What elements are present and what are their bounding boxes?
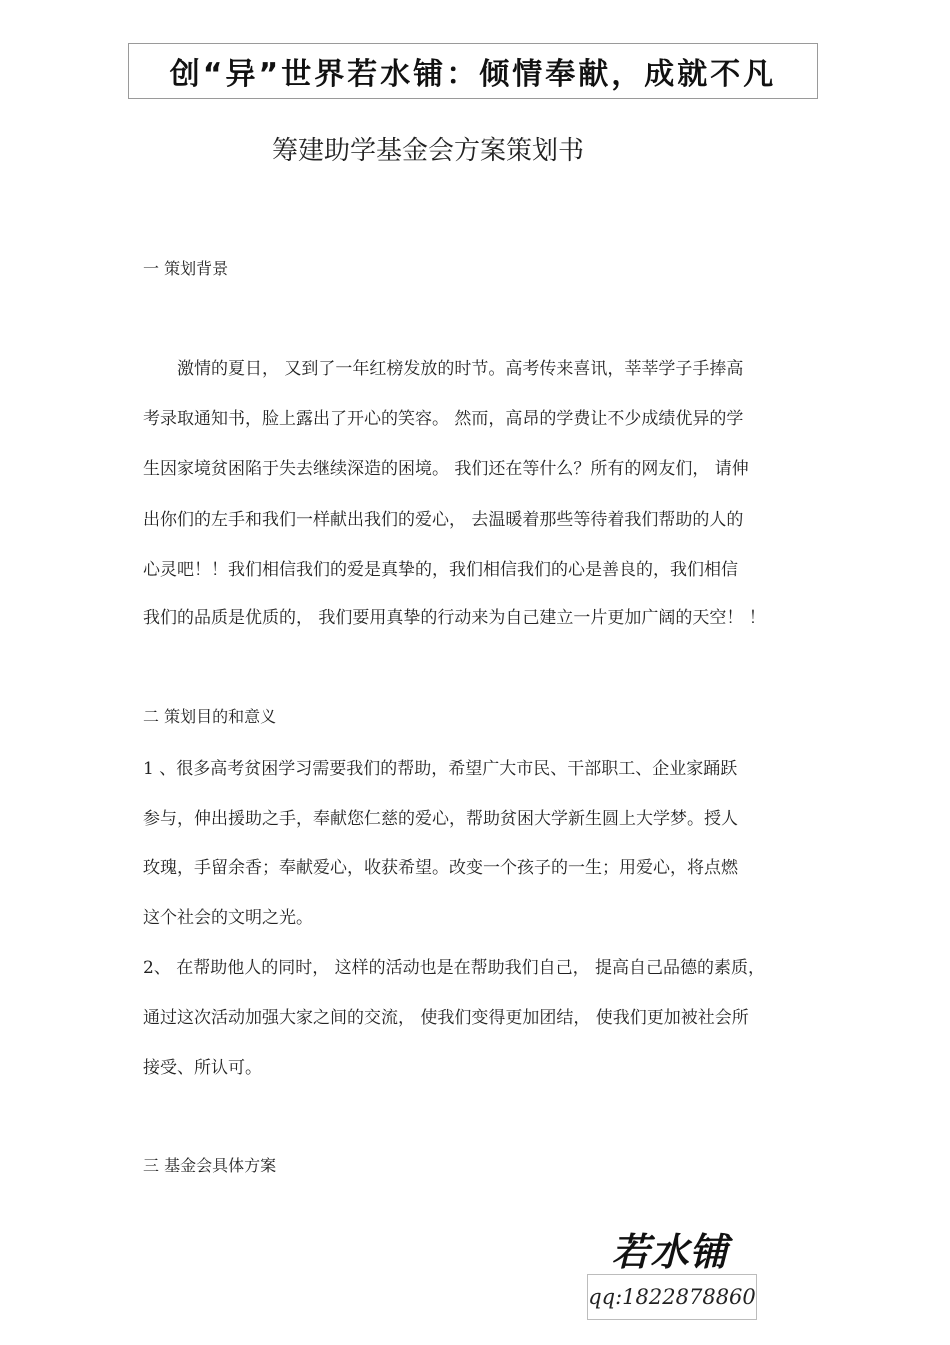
paragraph-line: 激情的夏日， 又到了一年红榜发放的时节。高考传来喜讯，莘莘学子手捧高 (143, 359, 744, 379)
paragraph-line: 考录取通知书，脸上露出了开心的笑容。 然而，高昂的学费让不少成绩优异的学 (143, 409, 744, 429)
paragraph-line: 2、 在帮助他人的同时， 这样的活动也是在帮助我们自己， 提高自己品德的素质， (143, 958, 766, 978)
paragraph-line: 1 、很多高考贫困学习需要我们的帮助，希望广大市民、干部职工、企业家踊跃 (143, 759, 738, 779)
paragraph-line: 我们的品质是优质的， 我们要用真挚的行动来为自己建立一片更加广阔的天空！ ！ (143, 608, 766, 628)
section-heading-plan: 三 基金会具体方案 (143, 1156, 277, 1175)
section-heading-background: 一 策划背景 (143, 259, 229, 278)
paragraph-line: 出你们的左手和我们一样献出我们的爱心， 去温暖着那些等待着我们帮助的人的 (143, 510, 744, 530)
qq-contact: qq:1822878860 (587, 1274, 757, 1320)
document-title: 筹建助学基金会方案策划书 (272, 136, 585, 166)
paragraph-line: 这个社会的文明之光。 (143, 908, 313, 928)
paragraph-line: 玫瑰，手留余香；奉献爱心，收获希望。改变一个孩子的一生；用爱心，将点燃 (143, 858, 738, 878)
paragraph-line: 通过这次活动加强大家之间的交流， 使我们变得更加团结， 使我们更加被社会所 (143, 1008, 749, 1028)
paragraph-line: 接受、所认可。 (143, 1058, 262, 1078)
section-heading-purpose: 二 策划目的和意义 (143, 707, 277, 726)
logo-text: 若水铺 (611, 1228, 729, 1274)
paragraph-line: 心灵吧！！我们相信我们的爱是真挚的，我们相信我们的心是善良的，我们相信 (143, 560, 738, 580)
paragraph-line: 生因家境贫困陷于失去继续深造的困境。 我们还在等什么？所有的网友们， 请伸 (143, 459, 749, 479)
banner (128, 43, 818, 99)
paragraph-line: 参与，伸出援助之手，奉献您仁慈的爱心，帮助贫困大学新生圆上大学梦。授人 (143, 809, 738, 829)
banner-slogan: 创“异”世界若水铺：倾情奉献，成就不凡 (169, 57, 777, 92)
ruoshuipu-logo (600, 1222, 740, 1274)
